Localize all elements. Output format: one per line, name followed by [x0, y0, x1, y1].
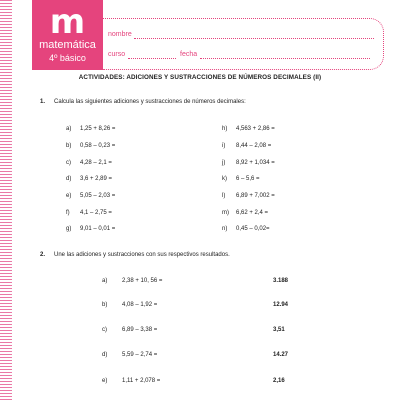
student-info-box [103, 18, 384, 70]
logo-letter: m [49, 2, 86, 42]
logo-grade: 4º básico [49, 53, 86, 63]
exercise-1e: e) 5,05 – 2,03 = [66, 193, 116, 199]
exercise-1j: j) 8,92 + 1,034 = [222, 160, 275, 166]
section-1-instruction [40, 99, 246, 105]
curso-field[interactable] [128, 58, 176, 59]
section-1-text: Calcula las siguientes adiciones y sustracciones de números decimales: [54, 99, 246, 105]
section-2-instruction [40, 252, 230, 258]
exercise-1k: k) 6 – 5,6 = [222, 176, 260, 182]
match-result-3: 3,51 [273, 327, 285, 333]
match-item-e: e) 1,11 + 2,078 = [102, 378, 161, 384]
fecha-field[interactable] [200, 58, 370, 59]
section-2-text: Une las adiciones y sustracciones con sus respectivos resultados. [54, 252, 230, 258]
fecha-label: fecha [180, 51, 198, 58]
match-result-5: 2,16 [273, 378, 285, 384]
nombre-label: nombre [108, 31, 132, 38]
exercise-1l: l) 6,89 + 7,002 = [222, 193, 275, 199]
match-item-c: c) 6,89 – 3,38 = [102, 327, 158, 333]
exercise-1d: d) 3,6 + 2,89 = [66, 176, 113, 182]
exercise-1n: n) 0,45 – 0,02= [222, 226, 270, 232]
exercise-1h: h) 4,563 + 2,86 = [222, 126, 275, 132]
curso-label: curso [108, 51, 126, 58]
section-1-number: 1. [40, 99, 46, 105]
logo-brand: matemática [39, 39, 96, 51]
match-result-4: 14.27 [273, 352, 289, 358]
match-item-a: a) 2,38 + 10, 56 = [102, 278, 163, 284]
exercise-1c: c) 4,28 – 2,1 = [66, 160, 112, 166]
match-item-b: b) 4,08 – 1,92 = [102, 302, 158, 308]
exercise-1g: g) 9,01 – 0,01 = [66, 226, 116, 232]
match-item-d: d) 5,59 – 2,74 = [102, 352, 158, 358]
exercise-1a: a) 1,25 + 8,26 = [66, 126, 116, 132]
section-2-number: 2. [40, 252, 46, 258]
match-result-1: 3.188 [273, 278, 289, 284]
page-edge-decoration [0, 0, 12, 400]
match-result-2: 12.94 [273, 302, 289, 308]
exercise-1i: i) 8,44 – 2,08 = [222, 143, 272, 149]
exercise-1m: m) 6,62 + 2,4 = [222, 210, 269, 216]
nombre-field[interactable] [134, 38, 374, 39]
exercise-1f: f) 4,1 – 2,75 = [66, 210, 112, 216]
worksheet-title: ACTIVIDADES: ADICIONES Y SUSTRACCIONES DE NÚMEROS DECIMALES (II) [78, 74, 322, 81]
exercise-1b: b) 0,58 – 0,23 = [66, 143, 116, 149]
brand-logo [32, 0, 103, 70]
